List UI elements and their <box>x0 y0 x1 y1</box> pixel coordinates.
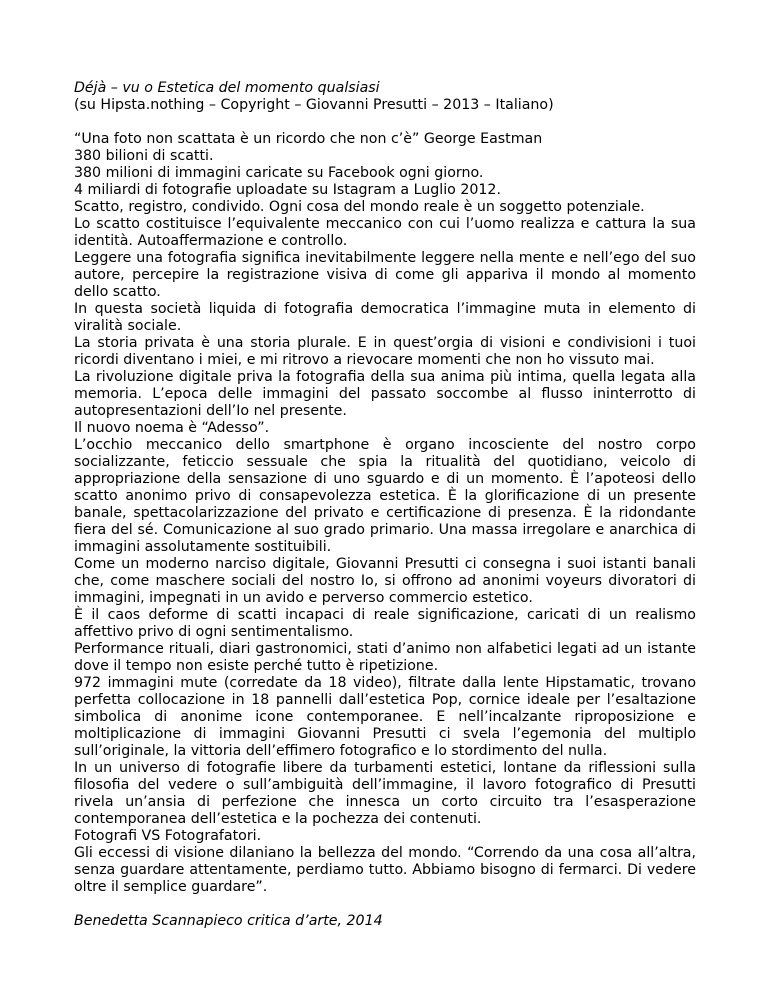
spacer <box>74 896 696 913</box>
paragraph: Fotografi VS Fotografatori. <box>74 828 262 844</box>
paragraph: Gli eccessi di visione dilaniano la bellezza del mondo. “Correndo da una cosa all’altra, senza guardare attentamente, perdiamo tutto. Abbiamo bisogno di fermarci. Di vedere oltre il semplice guardare”. <box>74 845 696 895</box>
paragraph: “Una foto non scattata è un ricordo che non c’è” George Eastman <box>74 131 543 147</box>
paragraph: L’occhio meccanico dello smartphone è organo incosciente del nostro corpo socializzante, feticcio sessuale che spia la ritualità del quotidiano, veicolo di appropriazione della sensazione di uno sguardo e di un momento. È l’apoteosi dello scatto anonimo privo di consapevolezza estetica. È la glorificazione di un presente banale, spettacolarizzazione del privato e certificazione di presenza. È la ridondante fiera del sé. Comunicazione al suo grado primario. Una massa irregolare e anarchica di immagini assolutamente sostituibili. <box>74 437 696 555</box>
paragraph: Il nuovo noema è “Adesso”. <box>74 420 270 436</box>
paragraph: Lo scatto costituisce l’equivalente meccanico con cui l’uomo realizza e cattura la sua identità. Autoaffermazione e controllo. <box>74 216 696 249</box>
paragraph: È il caos deforme di scatti incapaci di reale significazione, caricati di un realismo affettivo privo di ogni sentimentalismo. <box>74 607 696 640</box>
document-page <box>74 80 696 930</box>
paragraph: 380 milioni di immagini caricate su Facebook ogni giorno. <box>74 165 484 181</box>
paragraph: Leggere una fotografia significa inevitabilmente leggere nella mente e nell’ego del suo autore, percepire la registrazione visiva di come gli appariva il mondo al momento dello scatto. <box>74 250 696 300</box>
paragraph: La rivoluzione digitale priva la fotografia della sua anima più intima, quella legata alla memoria. L’epoca delle immagini del passato soccombe al flusso ininterrotto di autopresentazioni dell’Io nel presente. <box>74 369 696 419</box>
paragraph: La storia privata è una storia plurale. E in quest’orgia di visioni e condivisioni i tuoi ricordi diventano i miei, e mi ritrovo a rievocare momenti che non ho vissuto mai. <box>74 335 696 368</box>
paragraph: 4 miliardi di fotografie uploadate su Istagram a Luglio 2012. <box>74 182 501 198</box>
document-title: Déjà – vu o Estetica del momento qualsiasi <box>74 80 380 96</box>
spacer <box>74 114 696 131</box>
paragraph: In un universo di fotografie libere da turbamenti estetici, lontane da riflessioni sulla filosofia del vedere o sull’ambiguità dell’immagine, il lavoro fotografico di Presutti rivela un’ansia di perfezione che innesca un corto circuito tra l’esasperazione contemporanea dell’estetica e la pochezza dei contenuti. <box>74 760 696 827</box>
paragraph: In questa società liquida di fotografia democratica l’immagine muta in elemento di viralità sociale. <box>74 301 696 334</box>
document-subtitle: (su Hipsta.nothing – Copyright – Giovanni Presutti – 2013 – Italiano) <box>74 97 554 113</box>
document-body <box>74 131 696 896</box>
paragraph: Performance rituali, diari gastronomici, stati d’animo non alfabetici legati ad un istante dove il tempo non esiste perché tutto è ripetizione. <box>74 641 696 674</box>
signature: Benedetta Scannapieco critica d’arte, 2014 <box>74 913 383 929</box>
paragraph: Come un moderno narciso digitale, Giovanni Presutti ci consegna i suoi istanti banali che, come maschere sociali del nostro Io, si offrono ad anonimi voyeurs divoratori di immagini, impegnati in un avido e perverso commercio estetico. <box>74 556 696 606</box>
paragraph: 972 immagini mute (corredate da 18 video), filtrate dalla lente Hipstamatic, trovano perfetta collocazione in 18 pannelli dall’estetica Pop, cornice ideale per l’esaltazione simbolica di anonime icone contemporanee. E nell’incalzante riproposizione e moltiplicazione di immagini Giovanni Presutti ci svela l’egemonia del multiplo sull’originale, la vittoria dell’effimero fotografico e lo stordimento del nulla. <box>74 675 696 759</box>
paragraph: 380 bilioni di scatti. <box>74 148 214 164</box>
paragraph: Scatto, registro, condivido. Ogni cosa del mondo reale è un soggetto potenziale. <box>74 199 645 215</box>
